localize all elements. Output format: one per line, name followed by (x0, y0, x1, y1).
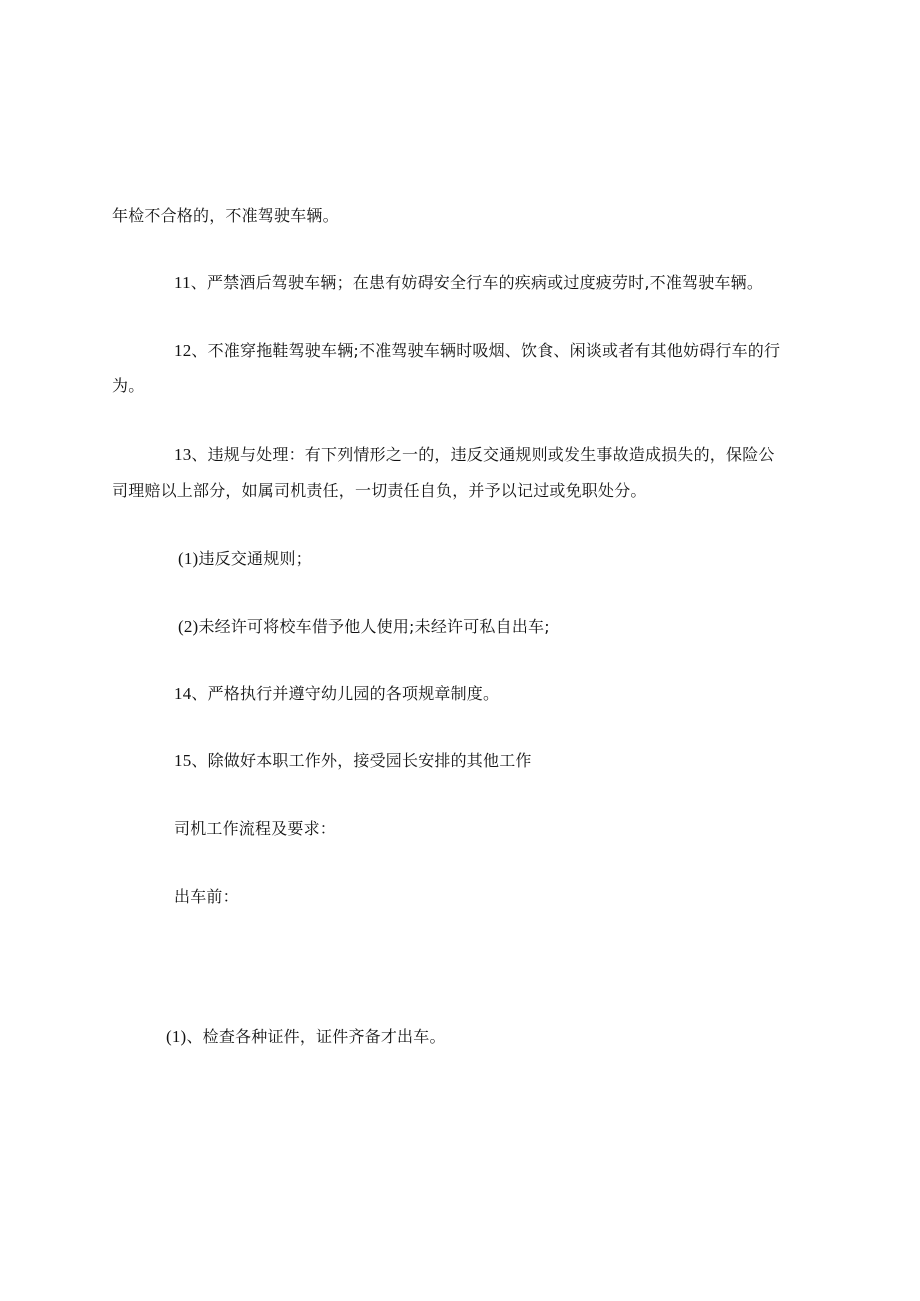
list-item-1 (178, 544, 312, 574)
paragraph-text: 、违规与处理：有下列情形之一的，违反交通规则或发生事故造成损失的，保险公 (191, 445, 775, 464)
paragraph-number: 15 (174, 751, 192, 770)
paragraph-15 (174, 746, 532, 776)
paragraph-text: 、除做好本职工作外，接受园长安排的其他工作 (191, 751, 532, 770)
paragraph-text: 司理赔以上部分，如属司机责任，一切责任自负，并予以记过或免职处分。 (112, 481, 647, 500)
list-item-text: 未经许可将校车借予他人使用;未经许可私自出车; (198, 617, 550, 636)
paragraph-number: 14 (174, 684, 192, 703)
list-item-2 (178, 612, 550, 642)
step-text: 、检查各种证件，证件齐备才出车。 (186, 1027, 446, 1046)
paragraph-number: 13 (174, 445, 192, 464)
heading-text: 司机工作流程及要求： (174, 819, 337, 838)
paragraph-text: 、不准穿拖鞋驾驶车辆;不准驾驶车辆时吸烟、饮食、闲谈或者有其他妨碍行车的行 (191, 341, 781, 360)
paragraph-13-line2 (112, 476, 647, 506)
paragraph-12-line2 (112, 371, 144, 401)
paragraph-text: 为。 (112, 376, 145, 395)
list-item-text: 违反交通规则； (198, 549, 312, 568)
step-1 (166, 1022, 446, 1052)
heading-text: 出车前： (174, 887, 239, 906)
paragraph-text: 年检不合格的，不准驾驶车辆。 (112, 206, 339, 225)
list-item-number: (2) (178, 617, 199, 636)
paragraph-11 (174, 268, 763, 298)
paragraph-number: 12 (174, 341, 192, 360)
list-item-number: (1) (178, 549, 199, 568)
paragraph-14 (174, 679, 499, 709)
paragraph-intro (112, 201, 339, 231)
section-heading-before (174, 882, 239, 912)
section-heading-process (174, 814, 336, 844)
paragraph-text: 、严禁酒后驾驶车辆；在患有妨碍安全行车的疾病或过度疲劳时,不准驾驶车辆。 (190, 273, 764, 292)
paragraph-text: 、严格执行并遵守幼儿园的各项规章制度。 (191, 684, 500, 703)
step-number: (1) (166, 1027, 187, 1046)
paragraph-13-line1 (174, 440, 775, 470)
paragraph-12-line1 (174, 336, 780, 366)
paragraph-number: 11 (174, 273, 191, 292)
